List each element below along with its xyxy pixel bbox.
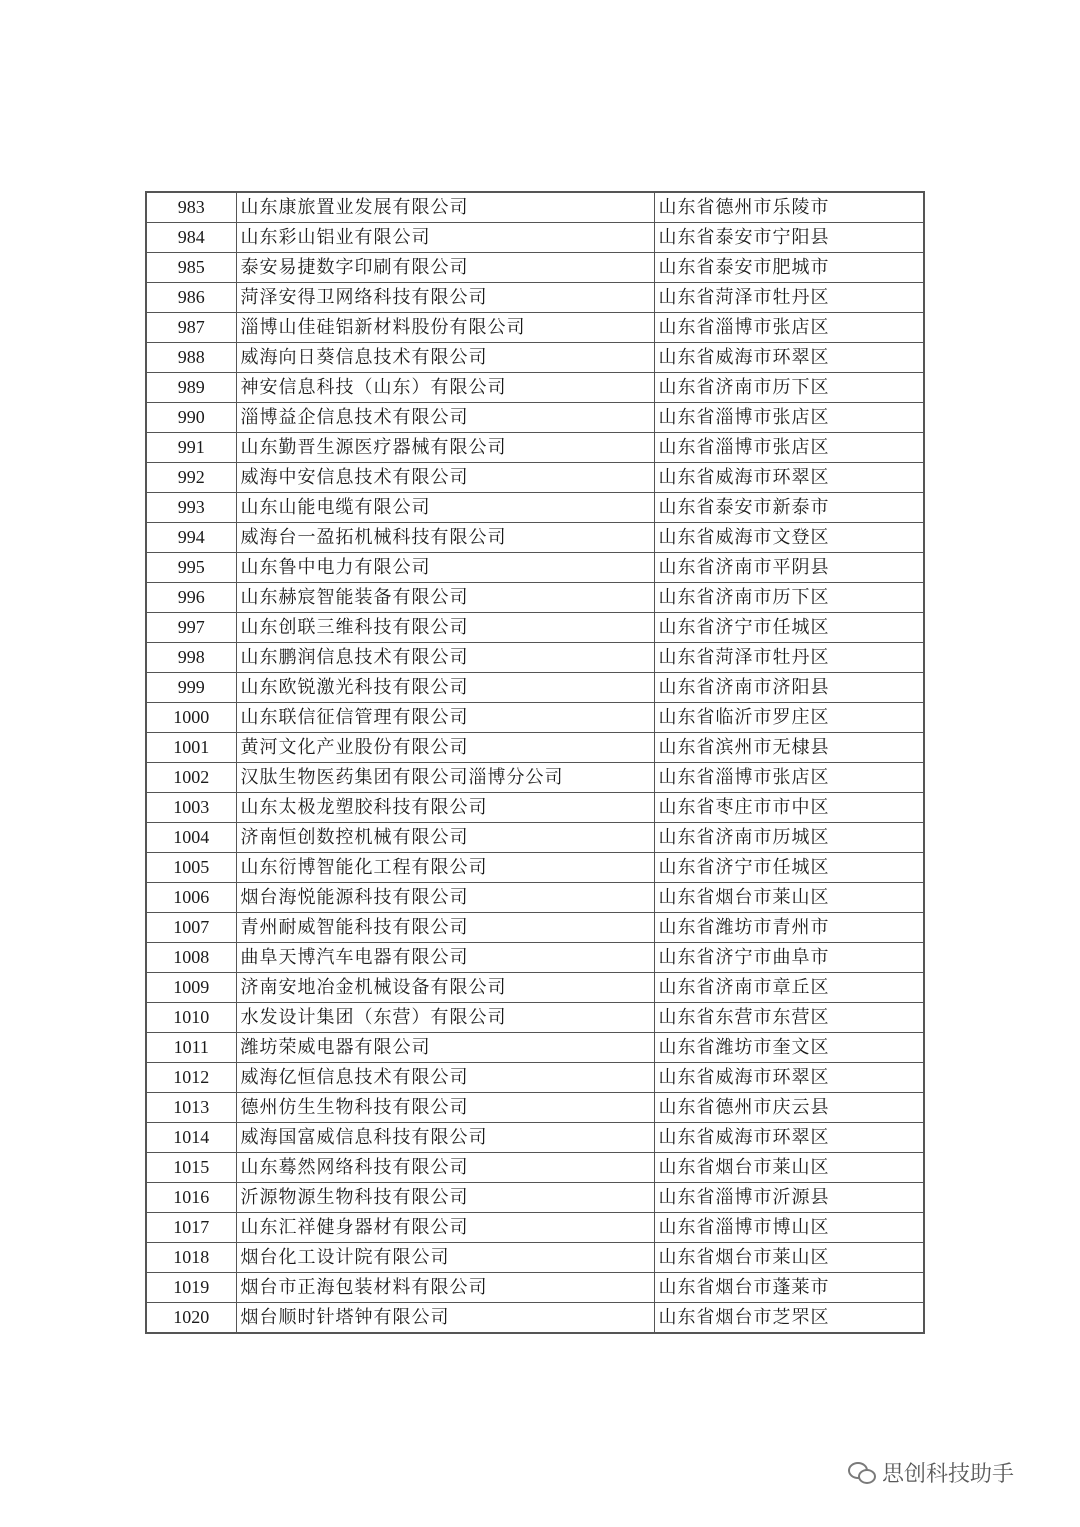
company-location: 山东省烟台市莱山区	[654, 1153, 924, 1183]
company-name: 神安信息科技（山东）有限公司	[236, 373, 654, 403]
company-name: 黄河文化产业股份有限公司	[236, 733, 654, 763]
row-number: 1011	[146, 1033, 236, 1063]
company-location: 山东省烟台市莱山区	[654, 883, 924, 913]
company-location: 山东省济宁市曲阜市	[654, 943, 924, 973]
row-number: 998	[146, 643, 236, 673]
company-name: 山东蓦然网络科技有限公司	[236, 1153, 654, 1183]
row-number: 1002	[146, 763, 236, 793]
company-location: 山东省枣庄市市中区	[654, 793, 924, 823]
company-name: 山东欧锐激光科技有限公司	[236, 673, 654, 703]
company-name: 德州仿生生物科技有限公司	[236, 1093, 654, 1123]
company-location: 山东省淄博市博山区	[654, 1213, 924, 1243]
row-number: 985	[146, 253, 236, 283]
wechat-icon	[848, 1460, 876, 1484]
watermark	[848, 1456, 1014, 1488]
watermark-text: 思创科技助手	[882, 1461, 1015, 1487]
company-name: 汉肽生物医药集团有限公司淄博分公司	[236, 763, 654, 793]
table-row	[146, 763, 924, 793]
company-location: 山东省淄博市张店区	[654, 403, 924, 433]
row-number: 1005	[146, 853, 236, 883]
table-row	[146, 943, 924, 973]
table-row	[146, 703, 924, 733]
company-name: 济南恒创数控机械有限公司	[236, 823, 654, 853]
company-name: 山东汇祥健身器材有限公司	[236, 1213, 654, 1243]
company-location: 山东省烟台市芝罘区	[654, 1303, 924, 1334]
company-name: 沂源物源生物科技有限公司	[236, 1183, 654, 1213]
table-row	[146, 1063, 924, 1093]
row-number: 1000	[146, 703, 236, 733]
company-location: 山东省淄博市沂源县	[654, 1183, 924, 1213]
company-location: 山东省菏泽市牡丹区	[654, 643, 924, 673]
row-number: 1017	[146, 1213, 236, 1243]
company-location: 山东省淄博市张店区	[654, 763, 924, 793]
company-location: 山东省威海市环翠区	[654, 1123, 924, 1153]
company-name: 山东衍博智能化工程有限公司	[236, 853, 654, 883]
table-row	[146, 583, 924, 613]
table-row	[146, 373, 924, 403]
company-location: 山东省威海市环翠区	[654, 1063, 924, 1093]
row-number: 1016	[146, 1183, 236, 1213]
table-row	[146, 1273, 924, 1303]
company-name: 曲阜天博汽车电器有限公司	[236, 943, 654, 973]
company-location: 山东省临沂市罗庄区	[654, 703, 924, 733]
row-number: 1020	[146, 1303, 236, 1334]
table-row	[146, 913, 924, 943]
company-location: 山东省威海市文登区	[654, 523, 924, 553]
company-location: 山东省菏泽市牡丹区	[654, 283, 924, 313]
company-name: 山东彩山铝业有限公司	[236, 223, 654, 253]
company-name: 山东鹏润信息技术有限公司	[236, 643, 654, 673]
company-table	[145, 191, 925, 1334]
company-location: 山东省威海市环翠区	[654, 463, 924, 493]
table-row	[146, 613, 924, 643]
company-location: 山东省德州市庆云县	[654, 1093, 924, 1123]
company-name: 威海国富威信息科技有限公司	[236, 1123, 654, 1153]
company-location: 山东省烟台市莱山区	[654, 1243, 924, 1273]
table-row	[146, 403, 924, 433]
table-row	[146, 433, 924, 463]
company-location: 山东省泰安市肥城市	[654, 253, 924, 283]
table-row	[146, 673, 924, 703]
row-number: 984	[146, 223, 236, 253]
table-row	[146, 1183, 924, 1213]
table-row	[146, 283, 924, 313]
table-row	[146, 883, 924, 913]
table-row	[146, 1003, 924, 1033]
table-row	[146, 523, 924, 553]
row-number: 1009	[146, 973, 236, 1003]
company-location: 山东省泰安市新泰市	[654, 493, 924, 523]
company-location: 山东省泰安市宁阳县	[654, 223, 924, 253]
company-name: 水发设计集团（东营）有限公司	[236, 1003, 654, 1033]
company-name: 山东赫宸智能装备有限公司	[236, 583, 654, 613]
company-name: 淄博益企信息技术有限公司	[236, 403, 654, 433]
row-number: 1003	[146, 793, 236, 823]
row-number: 1015	[146, 1153, 236, 1183]
row-number: 999	[146, 673, 236, 703]
table-row	[146, 1123, 924, 1153]
table-row	[146, 1243, 924, 1273]
row-number: 996	[146, 583, 236, 613]
company-name: 青州耐威智能科技有限公司	[236, 913, 654, 943]
company-table-body	[146, 192, 924, 1333]
table-row	[146, 853, 924, 883]
company-location: 山东省滨州市无棣县	[654, 733, 924, 763]
company-name: 山东创联三维科技有限公司	[236, 613, 654, 643]
company-location: 山东省济宁市任城区	[654, 613, 924, 643]
row-number: 1001	[146, 733, 236, 763]
table-row	[146, 192, 924, 223]
table-row	[146, 493, 924, 523]
company-location: 山东省德州市乐陵市	[654, 192, 924, 223]
row-number: 993	[146, 493, 236, 523]
table-row	[146, 1033, 924, 1063]
row-number: 987	[146, 313, 236, 343]
table-row	[146, 793, 924, 823]
table-row	[146, 223, 924, 253]
company-name: 山东鲁中电力有限公司	[236, 553, 654, 583]
company-name: 烟台化工设计院有限公司	[236, 1243, 654, 1273]
table-row	[146, 1093, 924, 1123]
row-number: 983	[146, 192, 236, 223]
row-number: 1018	[146, 1243, 236, 1273]
row-number: 988	[146, 343, 236, 373]
company-name: 淄博山佳硅铝新材料股份有限公司	[236, 313, 654, 343]
company-location: 山东省威海市环翠区	[654, 343, 924, 373]
company-name: 济南安地冶金机械设备有限公司	[236, 973, 654, 1003]
company-name: 山东联信征信管理有限公司	[236, 703, 654, 733]
company-location: 山东省济南市历下区	[654, 583, 924, 613]
company-name: 山东康旅置业发展有限公司	[236, 192, 654, 223]
table-row	[146, 313, 924, 343]
row-number: 1010	[146, 1003, 236, 1033]
row-number: 1006	[146, 883, 236, 913]
row-number: 992	[146, 463, 236, 493]
company-name: 烟台海悦能源科技有限公司	[236, 883, 654, 913]
row-number: 1019	[146, 1273, 236, 1303]
row-number: 1007	[146, 913, 236, 943]
row-number: 986	[146, 283, 236, 313]
row-number: 990	[146, 403, 236, 433]
company-location: 山东省济南市章丘区	[654, 973, 924, 1003]
company-location: 山东省济南市历城区	[654, 823, 924, 853]
row-number: 1013	[146, 1093, 236, 1123]
company-location: 山东省烟台市蓬莱市	[654, 1273, 924, 1303]
table-row	[146, 463, 924, 493]
row-number: 1012	[146, 1063, 236, 1093]
table-row	[146, 343, 924, 373]
company-name: 菏泽安得卫网络科技有限公司	[236, 283, 654, 313]
row-number: 1004	[146, 823, 236, 853]
company-name: 烟台顺时针塔钟有限公司	[236, 1303, 654, 1334]
company-name: 威海中安信息技术有限公司	[236, 463, 654, 493]
company-name: 山东勤晋生源医疗器械有限公司	[236, 433, 654, 463]
table-row	[146, 643, 924, 673]
company-location: 山东省淄博市张店区	[654, 433, 924, 463]
table-row	[146, 1303, 924, 1334]
table-row	[146, 823, 924, 853]
row-number: 997	[146, 613, 236, 643]
company-name: 威海台一盈拓机械科技有限公司	[236, 523, 654, 553]
company-location: 山东省东营市东营区	[654, 1003, 924, 1033]
company-name: 山东太极龙塑胶科技有限公司	[236, 793, 654, 823]
row-number: 995	[146, 553, 236, 583]
company-name: 山东山能电缆有限公司	[236, 493, 654, 523]
company-location: 山东省济宁市任城区	[654, 853, 924, 883]
company-name: 烟台市正海包装材料有限公司	[236, 1273, 654, 1303]
company-table-container	[145, 191, 923, 1334]
company-name: 威海向日葵信息技术有限公司	[236, 343, 654, 373]
table-row	[146, 253, 924, 283]
row-number: 1014	[146, 1123, 236, 1153]
table-row	[146, 733, 924, 763]
company-location: 山东省淄博市张店区	[654, 313, 924, 343]
company-name: 潍坊荣威电器有限公司	[236, 1033, 654, 1063]
table-row	[146, 1153, 924, 1183]
row-number: 994	[146, 523, 236, 553]
row-number: 989	[146, 373, 236, 403]
company-location: 山东省潍坊市奎文区	[654, 1033, 924, 1063]
company-location: 山东省潍坊市青州市	[654, 913, 924, 943]
company-location: 山东省济南市平阴县	[654, 553, 924, 583]
table-row	[146, 973, 924, 1003]
row-number: 991	[146, 433, 236, 463]
company-location: 山东省济南市历下区	[654, 373, 924, 403]
company-name: 泰安易捷数字印刷有限公司	[236, 253, 654, 283]
table-row	[146, 553, 924, 583]
company-location: 山东省济南市济阳县	[654, 673, 924, 703]
row-number: 1008	[146, 943, 236, 973]
company-name: 威海亿恒信息技术有限公司	[236, 1063, 654, 1093]
table-row	[146, 1213, 924, 1243]
